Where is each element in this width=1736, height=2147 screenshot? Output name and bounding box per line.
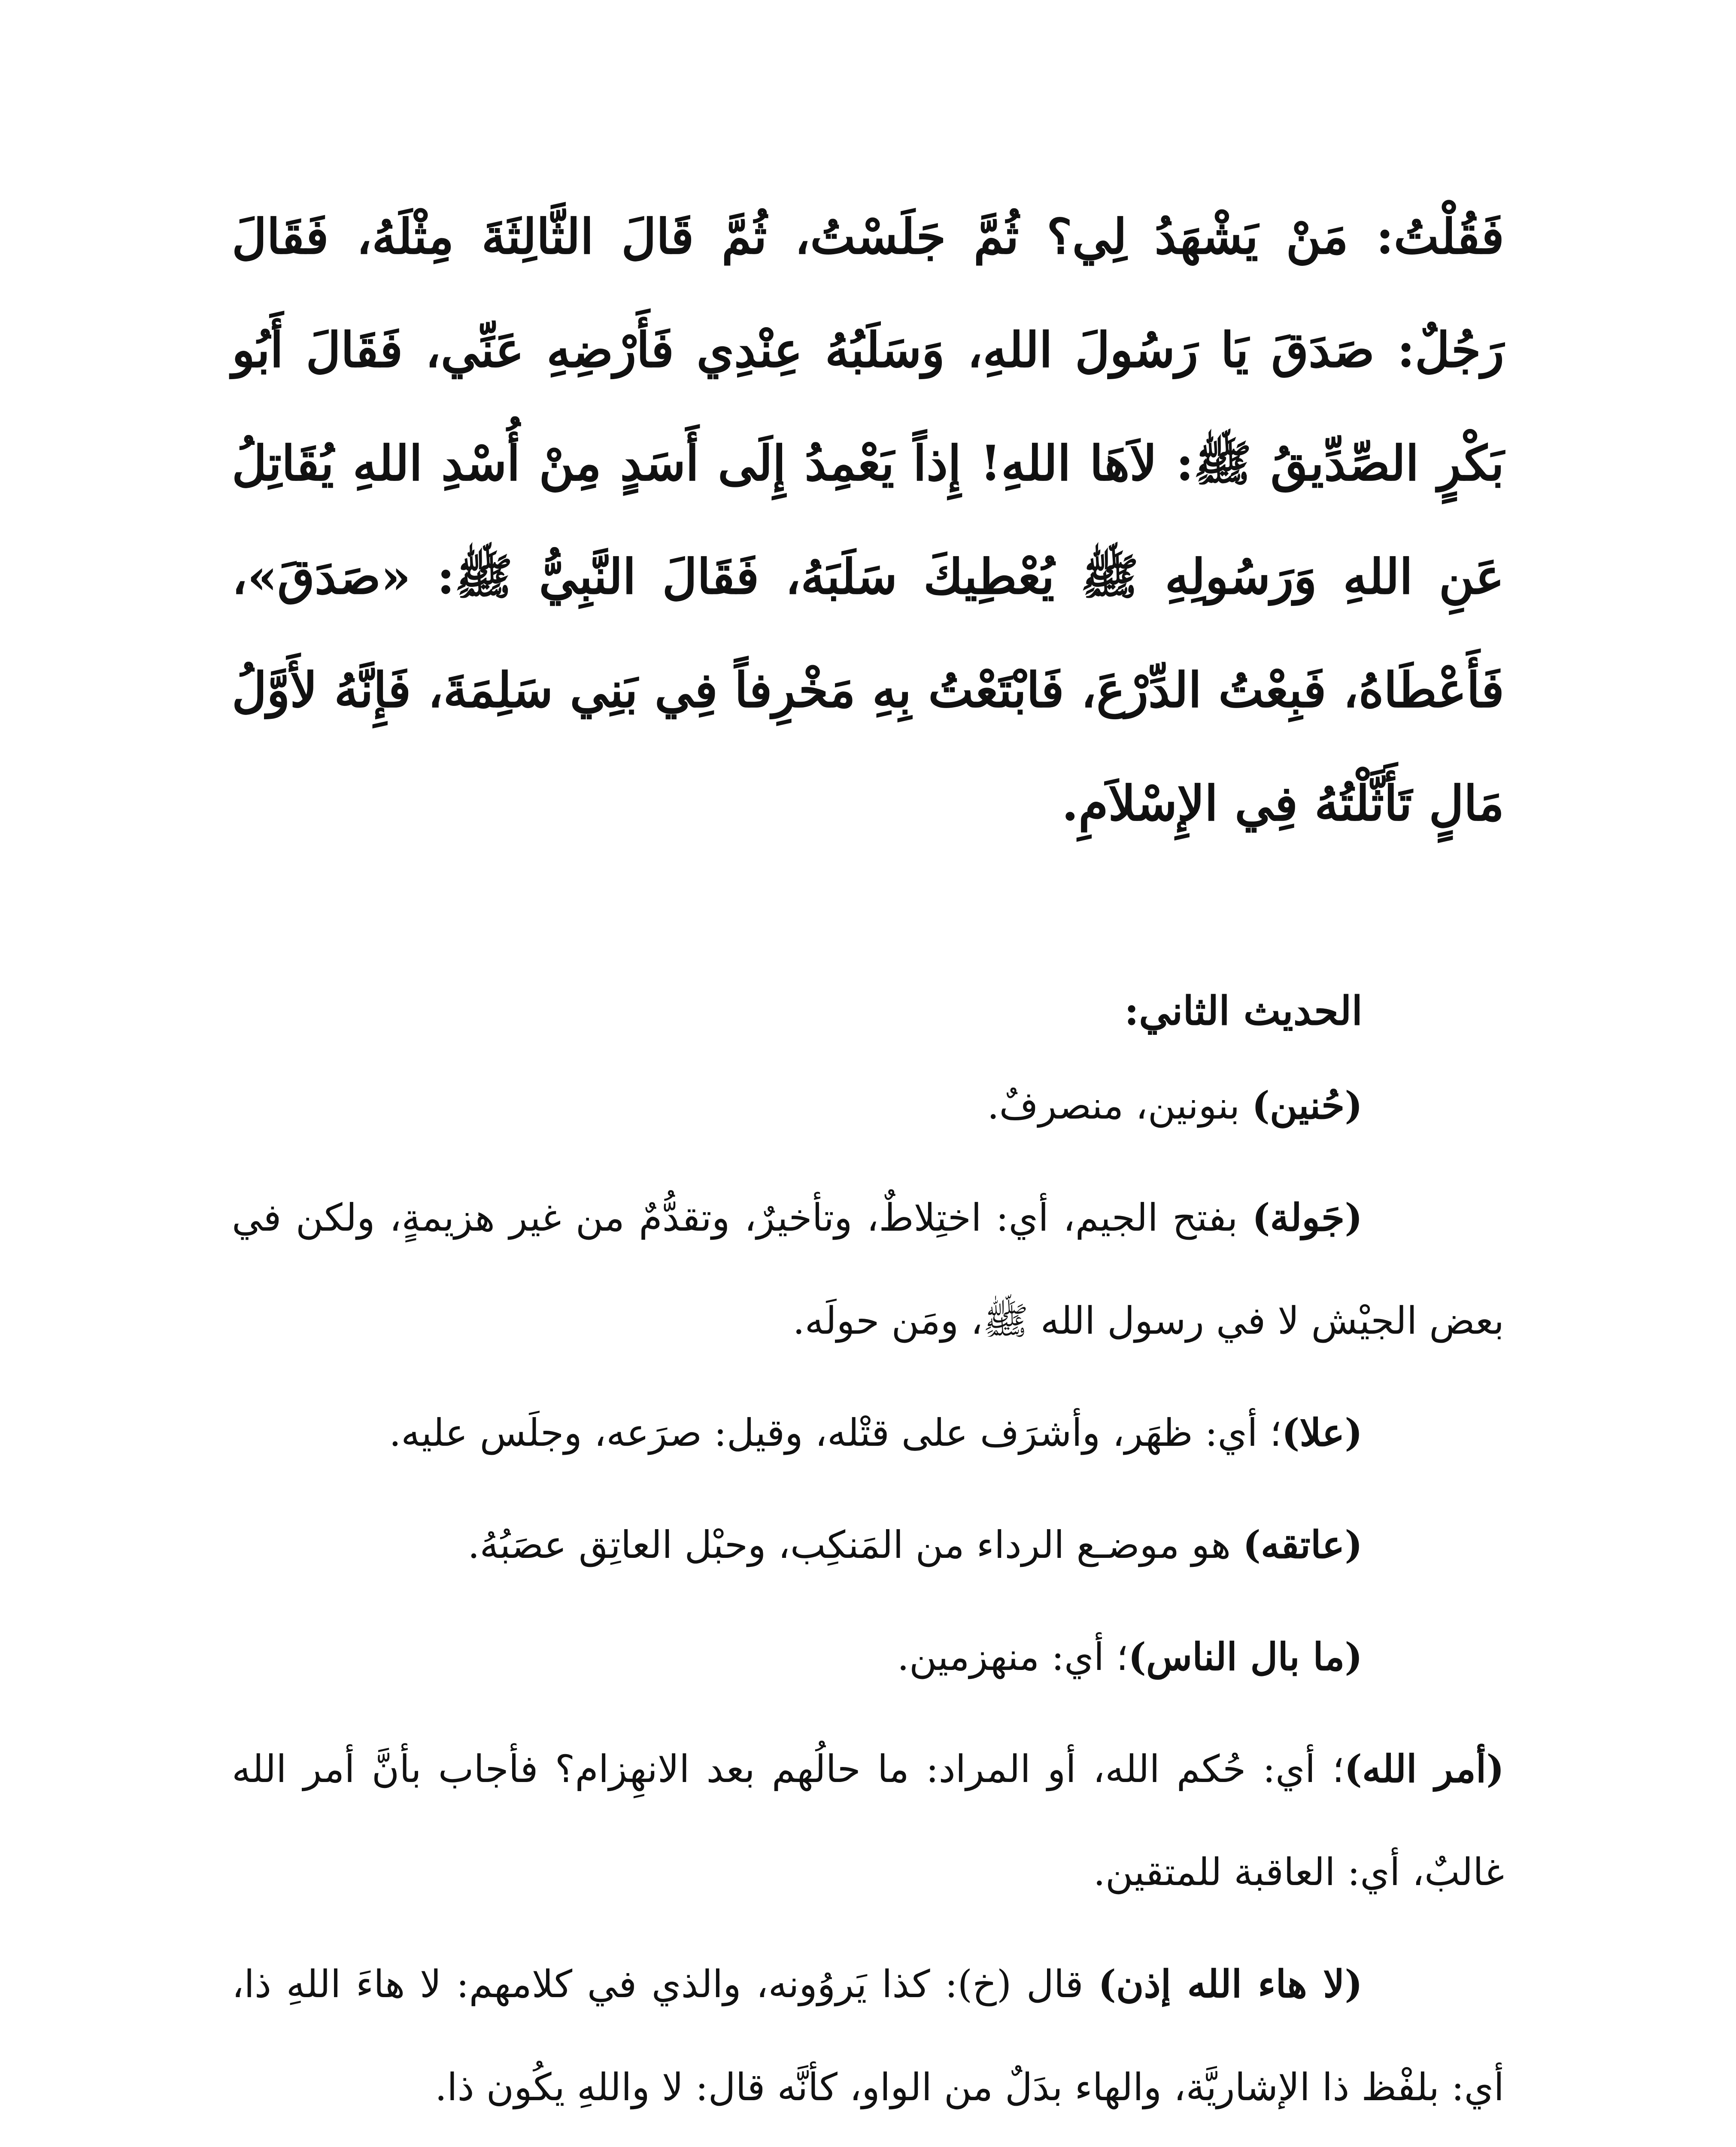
note-term: (جَولة)	[1252, 1195, 1363, 1240]
commentary-section	[232, 968, 1504, 2139]
note-paragraph	[232, 1605, 1504, 1709]
note-paragraph	[232, 1932, 1504, 2139]
note-paragraph	[232, 1493, 1504, 1597]
note-term: (حُنين)	[1252, 1083, 1363, 1128]
note-text: هو موضـع الرداء من المَنكِب، وحبْل العاتِق عصَبُهُ.	[467, 1523, 1243, 1567]
hadith-text: فَقُلْتُ: مَنْ يَشْهَدُ لِي؟ ثُمَّ جَلَسْتُ، ثُمَّ قَالَ الثَّالِثَةَ مِثْلَهُ، فَقَالَ رَجُلٌ: صَدَقَ يَا رَسُولَ اللهِ، وَسَلَبُهُ عِنْدِي فَأَرْضِهِ عَنِّي، فَقَالَ أَبُو بَكْرٍ الصِّدِّيقُ ﷺ: لاَهَا اللهِ! إِذاً يَعْمِدُ إِلَى أَسَدٍ مِنْ أُسْدِ اللهِ يُقَاتِلُ عَنِ اللهِ وَرَسُولِهِ ﷺ يُعْطِيكَ سَلَبَهُ، فَقَالَ النَّبِيُّ ﷺ: «صَدَقَ»، فَأَعْطَاهُ، فَبِعْتُ الدِّرْعَ، فَابْتَعْتُ بِهِ مَخْرِفاً فِي بَنِي سَلِمَةَ، فَإِنَّهُ لأَوَّلُ مَالٍ تَأَثَّلْتُهُ فِي الإِسْلاَمِ.	[232, 209, 1505, 832]
note-text: ؛ أي: منهزمين.	[897, 1635, 1129, 1679]
note-paragraph	[232, 1054, 1504, 1157]
note-term: (عاتقه)	[1243, 1522, 1363, 1567]
note-term: (لا هاء الله إذن)	[1098, 1961, 1363, 2006]
note-paragraph	[232, 1166, 1504, 1372]
page-body	[232, 180, 1504, 2139]
note-text: ؛ أي: حُكم الله، أو المراد: ما حالُهم بعد الانهِزام؟ فأجاب بأنَّ أمر الله غالبٌ، أي: العاقبة للمتقين.	[232, 1747, 1504, 1894]
note-text: قال (خ): كذا يَروُونه، والذي في كلامهم: لا هاءَ اللهِ ذا، أي: بلفْظ ذا الإشاريَّة، والهاء بدَلٌ من الواو، كأنَّه قال: لا واللهِ يكُون ذا.	[232, 1962, 1504, 2109]
note-term: (أمر الله)	[1344, 1746, 1504, 1791]
note-text: بنونين، منصرفٌ.	[987, 1083, 1252, 1128]
note-term: (علا)	[1281, 1410, 1363, 1455]
note-text: بفتح الجيم، أي: اختِلاطٌ، وتأخيرٌ، وتقدُّمٌ من غير هزيمةٍ، ولكن في بعض الجيْش لا في رسول الله ﷺ، ومَن حولَه.	[232, 1195, 1504, 1343]
note-term: (ما بال الناس)	[1128, 1634, 1363, 1679]
note-paragraph	[232, 1381, 1504, 1484]
section-heading: الحديث الثاني:	[1124, 988, 1363, 1034]
note-paragraph	[232, 1717, 1504, 1924]
note-text: ؛ أي: ظهَر، وأشرَف على قتْله، وقيل: صرَعه، وجلَس عليه.	[389, 1411, 1282, 1455]
